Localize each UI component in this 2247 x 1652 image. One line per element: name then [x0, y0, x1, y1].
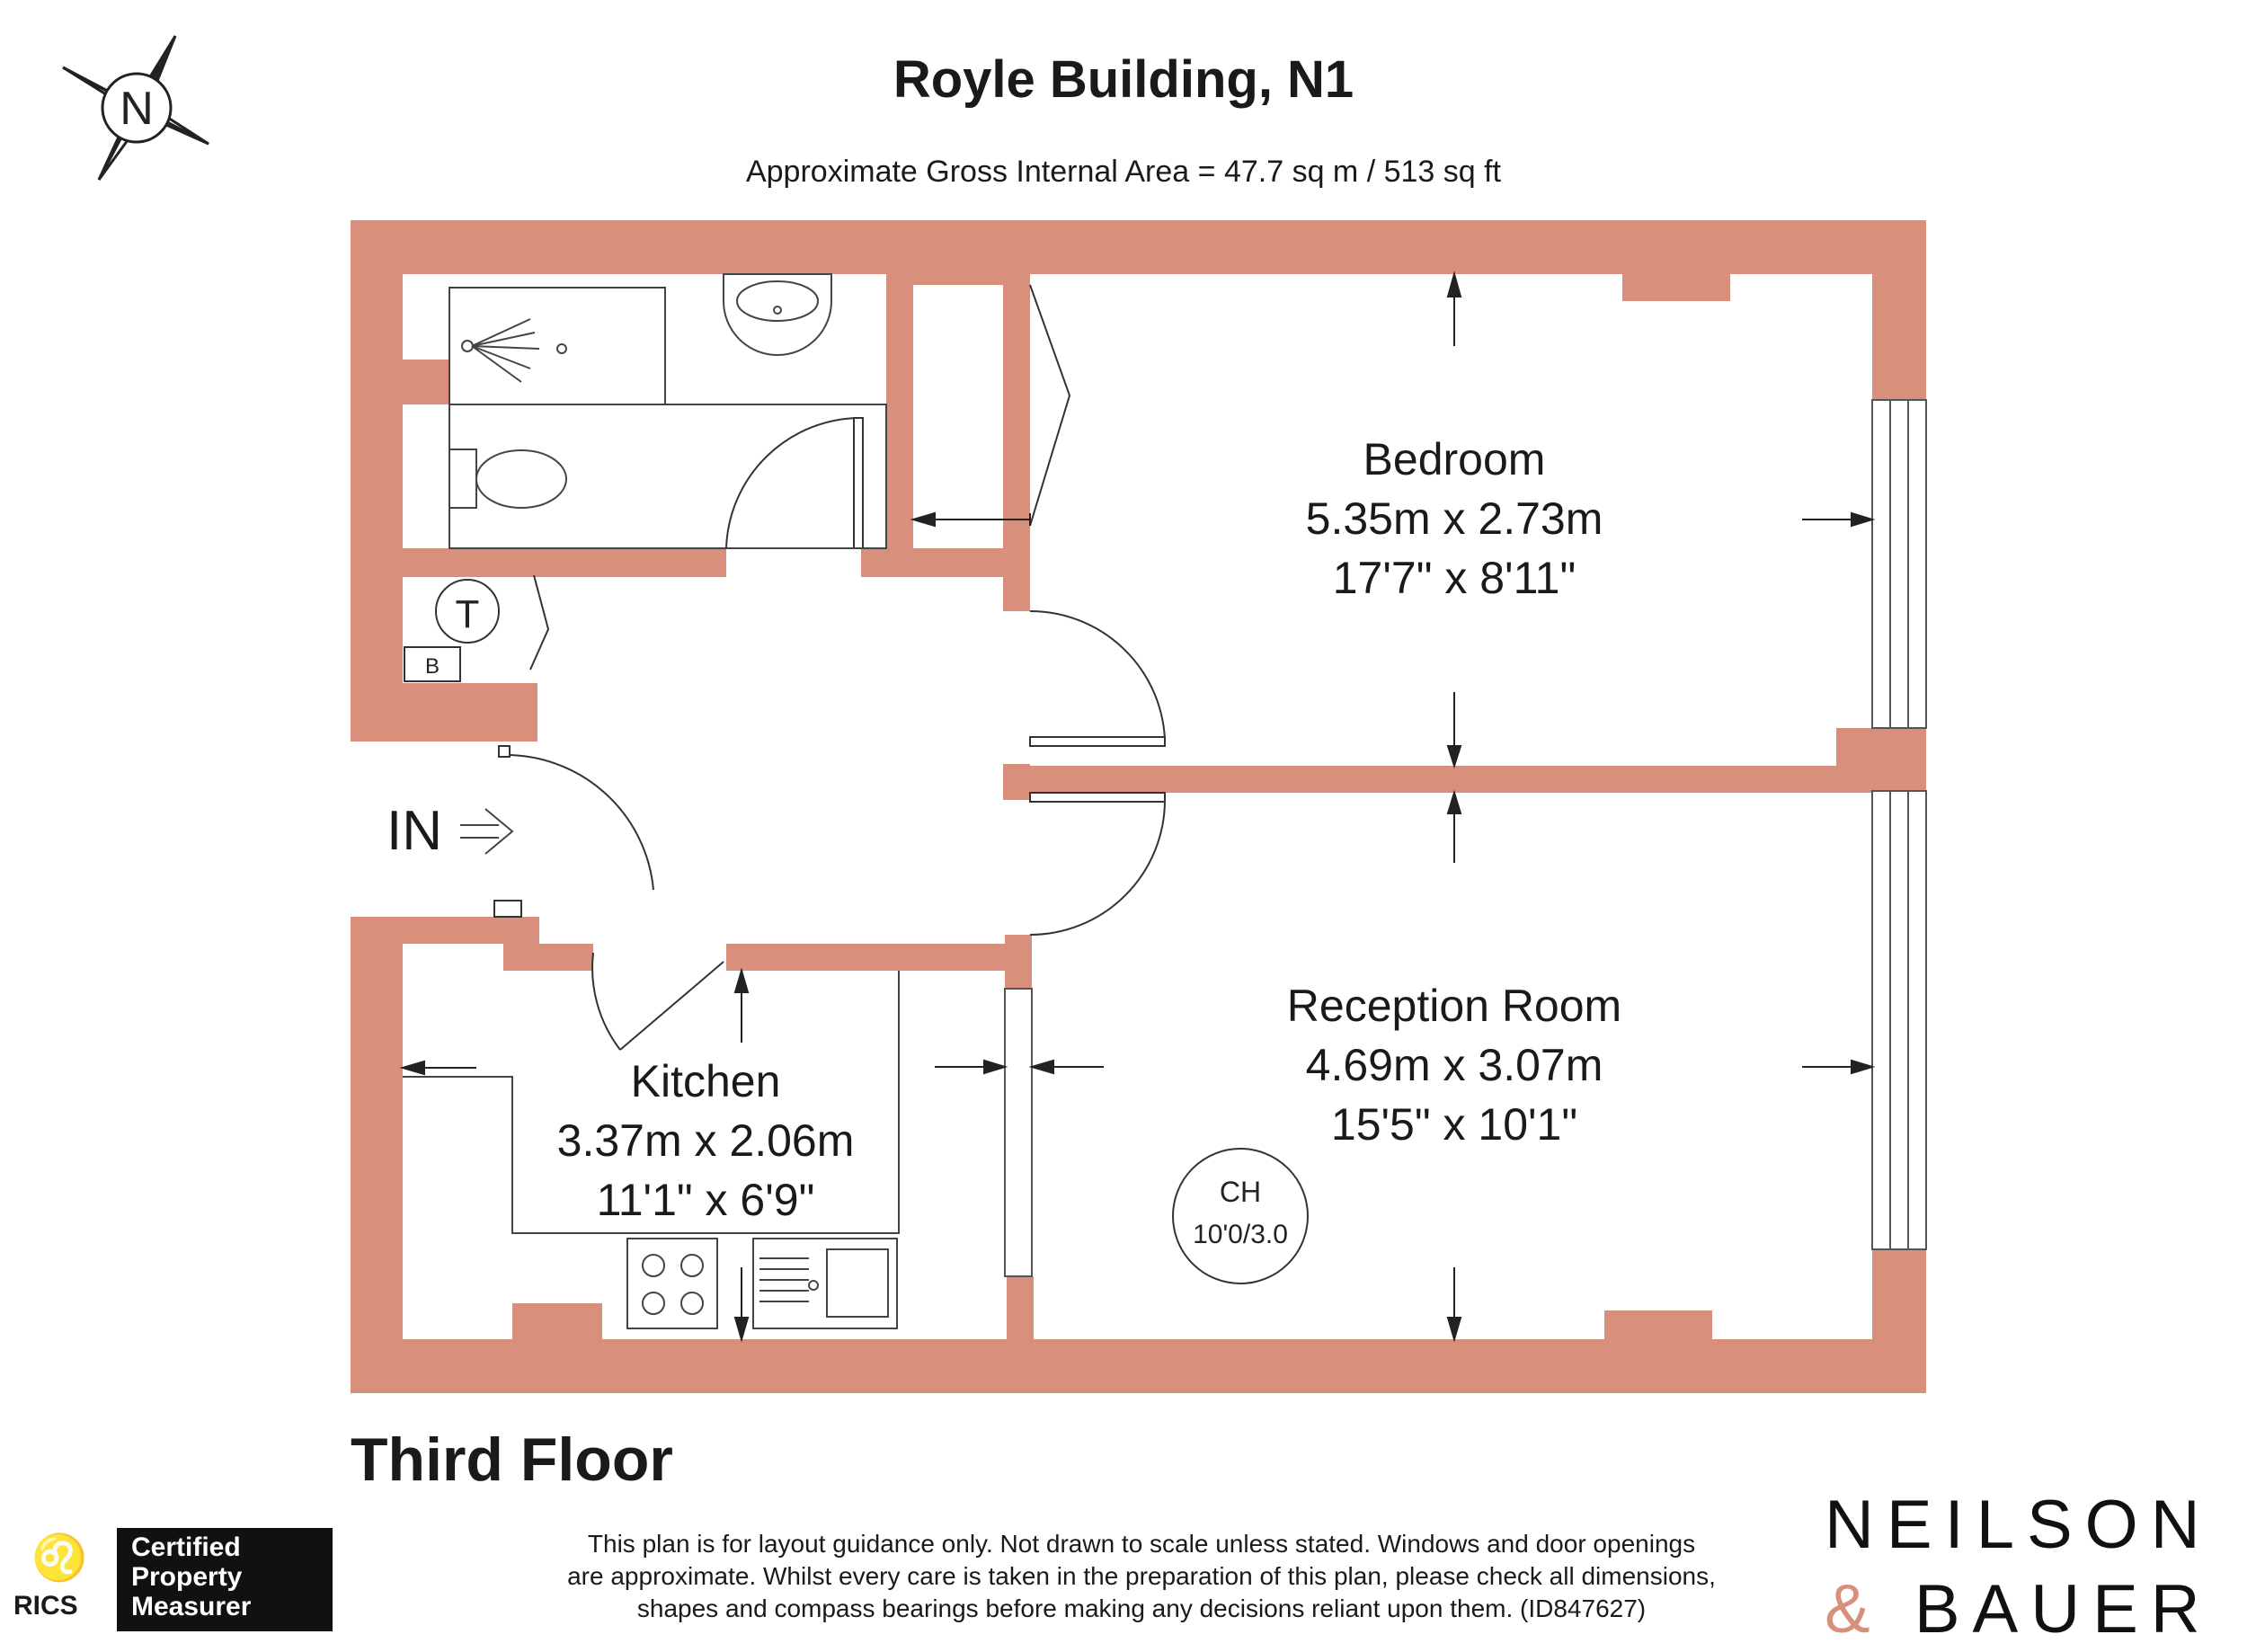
brand-line-2	[1825, 1568, 2229, 1652]
reception-name: Reception Room	[1286, 981, 1622, 1031]
ceiling-height-value: 10'0/3.0	[1193, 1220, 1288, 1249]
disclaimer-line-2: are approximate. Whilst every care is taken in the preparation of this plan, please check all dimensions,	[567, 1562, 1716, 1590]
kitchen-name: Kitchen	[630, 1056, 781, 1106]
compass-north-label: N	[120, 83, 154, 135]
compass-rose-icon	[63, 36, 209, 180]
svg-text:T: T	[455, 592, 480, 636]
brand-logo	[1825, 1483, 2229, 1652]
rics-wordmark: RICS	[13, 1591, 78, 1621]
bedroom-metric: 5.35m x 2.73m	[1305, 493, 1603, 544]
brand-word-2: BAUER	[1914, 1571, 2213, 1648]
cert-line-1: Certified	[131, 1532, 241, 1562]
disclaimer-line-3: shapes and compass bearings before making any decisions reliant upon them. (ID847627)	[636, 1594, 1647, 1622]
entrance-label: IN	[386, 800, 442, 862]
svg-text:B: B	[424, 654, 440, 679]
rics-badge	[13, 1528, 337, 1631]
brand-ampersand: &	[1825, 1571, 1883, 1648]
bedroom-name: Bedroom	[1363, 434, 1546, 484]
kitchen-metric: 3.37m x 2.06m	[556, 1115, 855, 1166]
cert-line-3: Measurer	[131, 1592, 252, 1621]
arrow-right-icon	[460, 809, 512, 854]
bedroom-imperial: 17'7" x 8'11"	[1332, 553, 1576, 603]
plan-title: Royle Building, N1	[893, 50, 1354, 109]
reception-imperial: 15'5" x 10'1"	[1330, 1099, 1578, 1150]
certified-measurer-badge	[117, 1528, 333, 1631]
brand-line-1: NEILSON	[1825, 1487, 2213, 1563]
cert-line-2: Property	[131, 1562, 243, 1592]
lion-crest-icon: ♌	[31, 1532, 88, 1583]
reception-metric: 4.69m x 3.07m	[1305, 1040, 1603, 1090]
kitchen-imperial: 11'1" x 6'9"	[596, 1175, 815, 1225]
ceiling-height-marker	[1173, 1149, 1308, 1283]
boiler-icon	[404, 647, 460, 681]
bathroom-fixtures	[449, 274, 886, 548]
disclaimer-line-1: This plan is for layout guidance only. Not drawn to scale unless stated. Windows and door openings	[587, 1530, 1696, 1558]
disclaimer	[503, 1528, 1780, 1625]
floor-label: Third Floor	[351, 1426, 673, 1494]
thermostat-icon	[436, 580, 499, 643]
gross-area-subtitle: Approximate Gross Internal Area = 47.7 sq m / 513 sq ft	[745, 155, 1502, 189]
ceiling-height-label: CH	[1219, 1176, 1262, 1208]
